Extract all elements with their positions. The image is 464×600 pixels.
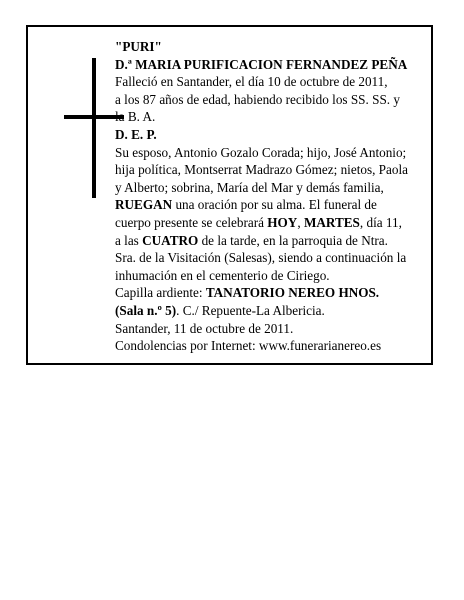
funeral-line-2 <box>115 214 425 232</box>
chapel-room: (Sala n.º 5) <box>115 302 177 318</box>
chapel-line-1 <box>115 284 425 302</box>
funeral-comma: , <box>297 214 304 230</box>
dep-text: D. E. P. <box>115 126 157 142</box>
funeral-line-1-rest: una oración por su alma. El funeral de <box>172 197 377 213</box>
nickname-text: "PURI" <box>115 39 162 54</box>
death-line-3: la B. A. <box>115 109 156 125</box>
funeral-line-2-pre: cuerpo presente se celebrará <box>115 214 268 230</box>
chapel-line-2 <box>115 302 425 320</box>
cross-vertical-bar <box>92 58 96 198</box>
hoy-text: HOY <box>267 214 298 230</box>
death-line-1: Falleció en Santander, el día 10 de octubre de 2011, <box>115 74 388 90</box>
ruegan-text: RUEGAN <box>115 197 173 213</box>
funeral-line-4: Sra. de la Visitación (Salesas), siendo a continuación la <box>115 250 407 266</box>
family-line-1: Su esposo, Antonio Gozalo Corada; hijo, José Antonio; <box>115 144 407 160</box>
funeral-line-3-pre: a las <box>115 232 143 248</box>
funeral-line-2-post: , día 11, <box>359 214 402 230</box>
obituary-notice <box>26 25 433 365</box>
deceased-name-text: D.ª MARIA PURIFICACION FERNANDEZ PEÑA <box>115 56 408 72</box>
chapel-name: TANATORIO NEREO HNOS. <box>205 285 380 301</box>
cuatro-text: CUATRO <box>142 232 199 248</box>
deceased-name <box>115 56 425 74</box>
family-line-2: hija política, Montserrat Madrazo Gómez; nietos, Paola <box>115 162 408 178</box>
death-line-2: a los 87 años de edad, habiendo recibido los SS. SS. y <box>115 91 400 107</box>
date-line: Santander, 11 de octubre de 2011. <box>115 320 294 336</box>
funeral-line-1 <box>115 196 425 214</box>
notice-text <box>115 38 425 355</box>
funeral-line-3 <box>115 232 425 250</box>
chapel-address: . C./ Repuente-La Albericia. <box>176 302 325 318</box>
martes-text: MARTES <box>303 214 360 230</box>
chapel-label: Capilla ardiente: <box>115 285 206 301</box>
nickname <box>115 38 425 56</box>
funeral-line-3-post: de la tarde, en la parroquia de Ntra. <box>198 232 388 248</box>
funeral-line-5: inhumación en el cementerio de Ciriego. <box>115 267 330 283</box>
dep-heading <box>115 126 425 144</box>
family-line-3: y Alberto; sobrina, María del Mar y demás familia, <box>115 179 384 195</box>
condolences-line: Condolencias por Internet: www.funerarianereo.es <box>115 338 382 354</box>
